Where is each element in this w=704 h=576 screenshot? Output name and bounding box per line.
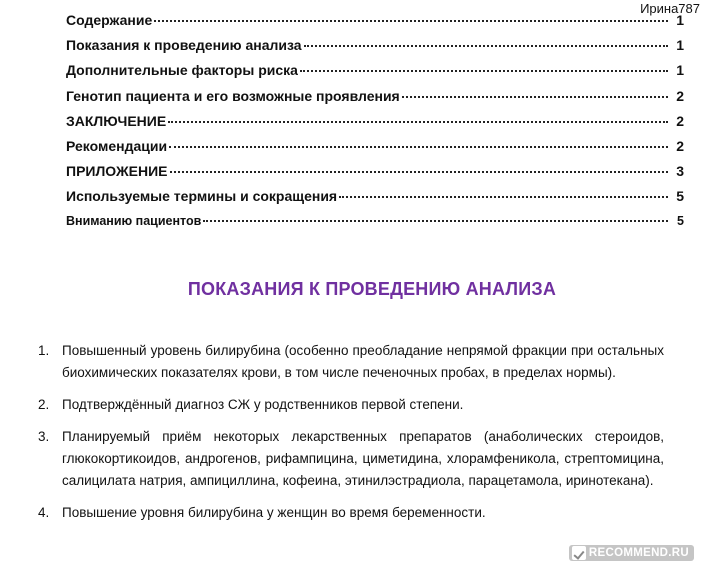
toc-leader-dots xyxy=(339,196,668,198)
toc-entry-title: ПРИЛОЖЕНИЕ xyxy=(66,163,168,180)
toc-entry-page: 1 xyxy=(676,62,684,79)
toc-entry-page: 5 xyxy=(677,213,684,228)
site-watermark-text: RECOMMEND.RU xyxy=(588,547,689,559)
list-item-text: Подтверждённый диагноз СЖ у родственников первой степени. xyxy=(62,397,464,412)
section-heading: ПОКАЗАНИЯ К ПРОВЕДЕНИЮ АНАЛИЗА xyxy=(187,279,557,299)
toc-leader-dots xyxy=(203,220,668,222)
toc-entry-page: 2 xyxy=(676,87,684,104)
toc-entry-page: 3 xyxy=(676,163,684,180)
toc-entry[interactable] xyxy=(66,138,684,163)
list-item xyxy=(38,502,664,524)
toc-entry-page: 5 xyxy=(676,188,684,205)
toc-leader-dots xyxy=(304,45,668,47)
toc-entry[interactable] xyxy=(66,88,684,113)
toc-entry-page: 2 xyxy=(676,137,684,154)
list-item-number: 2. xyxy=(38,397,50,412)
toc-leader-dots xyxy=(168,121,668,123)
indications-list xyxy=(38,340,664,534)
toc-leader-dots xyxy=(300,70,668,72)
author-watermark: Ирина787 xyxy=(640,1,700,16)
toc-entry-title: Рекомендации xyxy=(66,137,168,154)
list-item xyxy=(38,426,664,492)
list-item-number: 3. xyxy=(38,429,50,444)
toc-entry[interactable] xyxy=(66,214,684,239)
toc-entry-title: Дополнительные факторы риска xyxy=(66,62,298,79)
list-item-text: Повышенный уровень билирубина (особенно преобладание непрямой фракции при остальных биохимических показателях крови, в том числе печеночных пробах, в пределах нормы). xyxy=(62,343,664,380)
toc-entry-page: 1 xyxy=(676,37,684,54)
list-item xyxy=(38,394,664,416)
toc-leader-dots xyxy=(169,146,668,148)
toc-entry[interactable] xyxy=(66,62,684,87)
toc-entry-title: Содержание xyxy=(66,12,153,28)
toc-entry-page: 2 xyxy=(676,112,684,129)
toc-leader-dots xyxy=(170,171,669,173)
toc-entry[interactable] xyxy=(66,12,684,37)
list-item-number: 1. xyxy=(38,343,50,358)
toc-entry[interactable] xyxy=(66,37,684,62)
toc-entry-title: Генотип пациента и его возможные проявления xyxy=(66,87,400,104)
toc-entry-title: ЗАКЛЮЧЕНИЕ xyxy=(66,112,167,129)
toc-entry-title: Используемые термины и сокращения xyxy=(66,188,338,205)
toc-leader-dots xyxy=(402,96,668,98)
checkmark-icon xyxy=(572,546,586,560)
toc-entry[interactable] xyxy=(66,113,684,138)
toc-entry[interactable] xyxy=(66,163,684,188)
site-watermark xyxy=(569,545,694,561)
list-item xyxy=(38,340,664,384)
toc-leader-dots xyxy=(154,20,668,22)
toc-entry-title: Показания к проведению анализа xyxy=(66,37,302,54)
list-item-number: 4. xyxy=(38,505,50,520)
toc-entry[interactable] xyxy=(66,188,684,213)
list-item-text: Повышение уровня билирубина у женщин во время беременности. xyxy=(62,505,486,520)
table-of-contents xyxy=(66,12,684,239)
list-item-text: Планируемый приём некоторых лекарственных препаратов (анаболических стероидов, глюкокортикоидов, андрогенов, рифампицина, циметидина, хлорамфеникола, стрептомицина, салицилата натрия, ампициллина, кофеина, этинилэстрадиола, парацетамола, иринотекана). xyxy=(62,429,664,488)
toc-entry-title: Вниманию пациентов xyxy=(66,213,202,228)
toc-entry-page: 1 xyxy=(676,12,684,28)
